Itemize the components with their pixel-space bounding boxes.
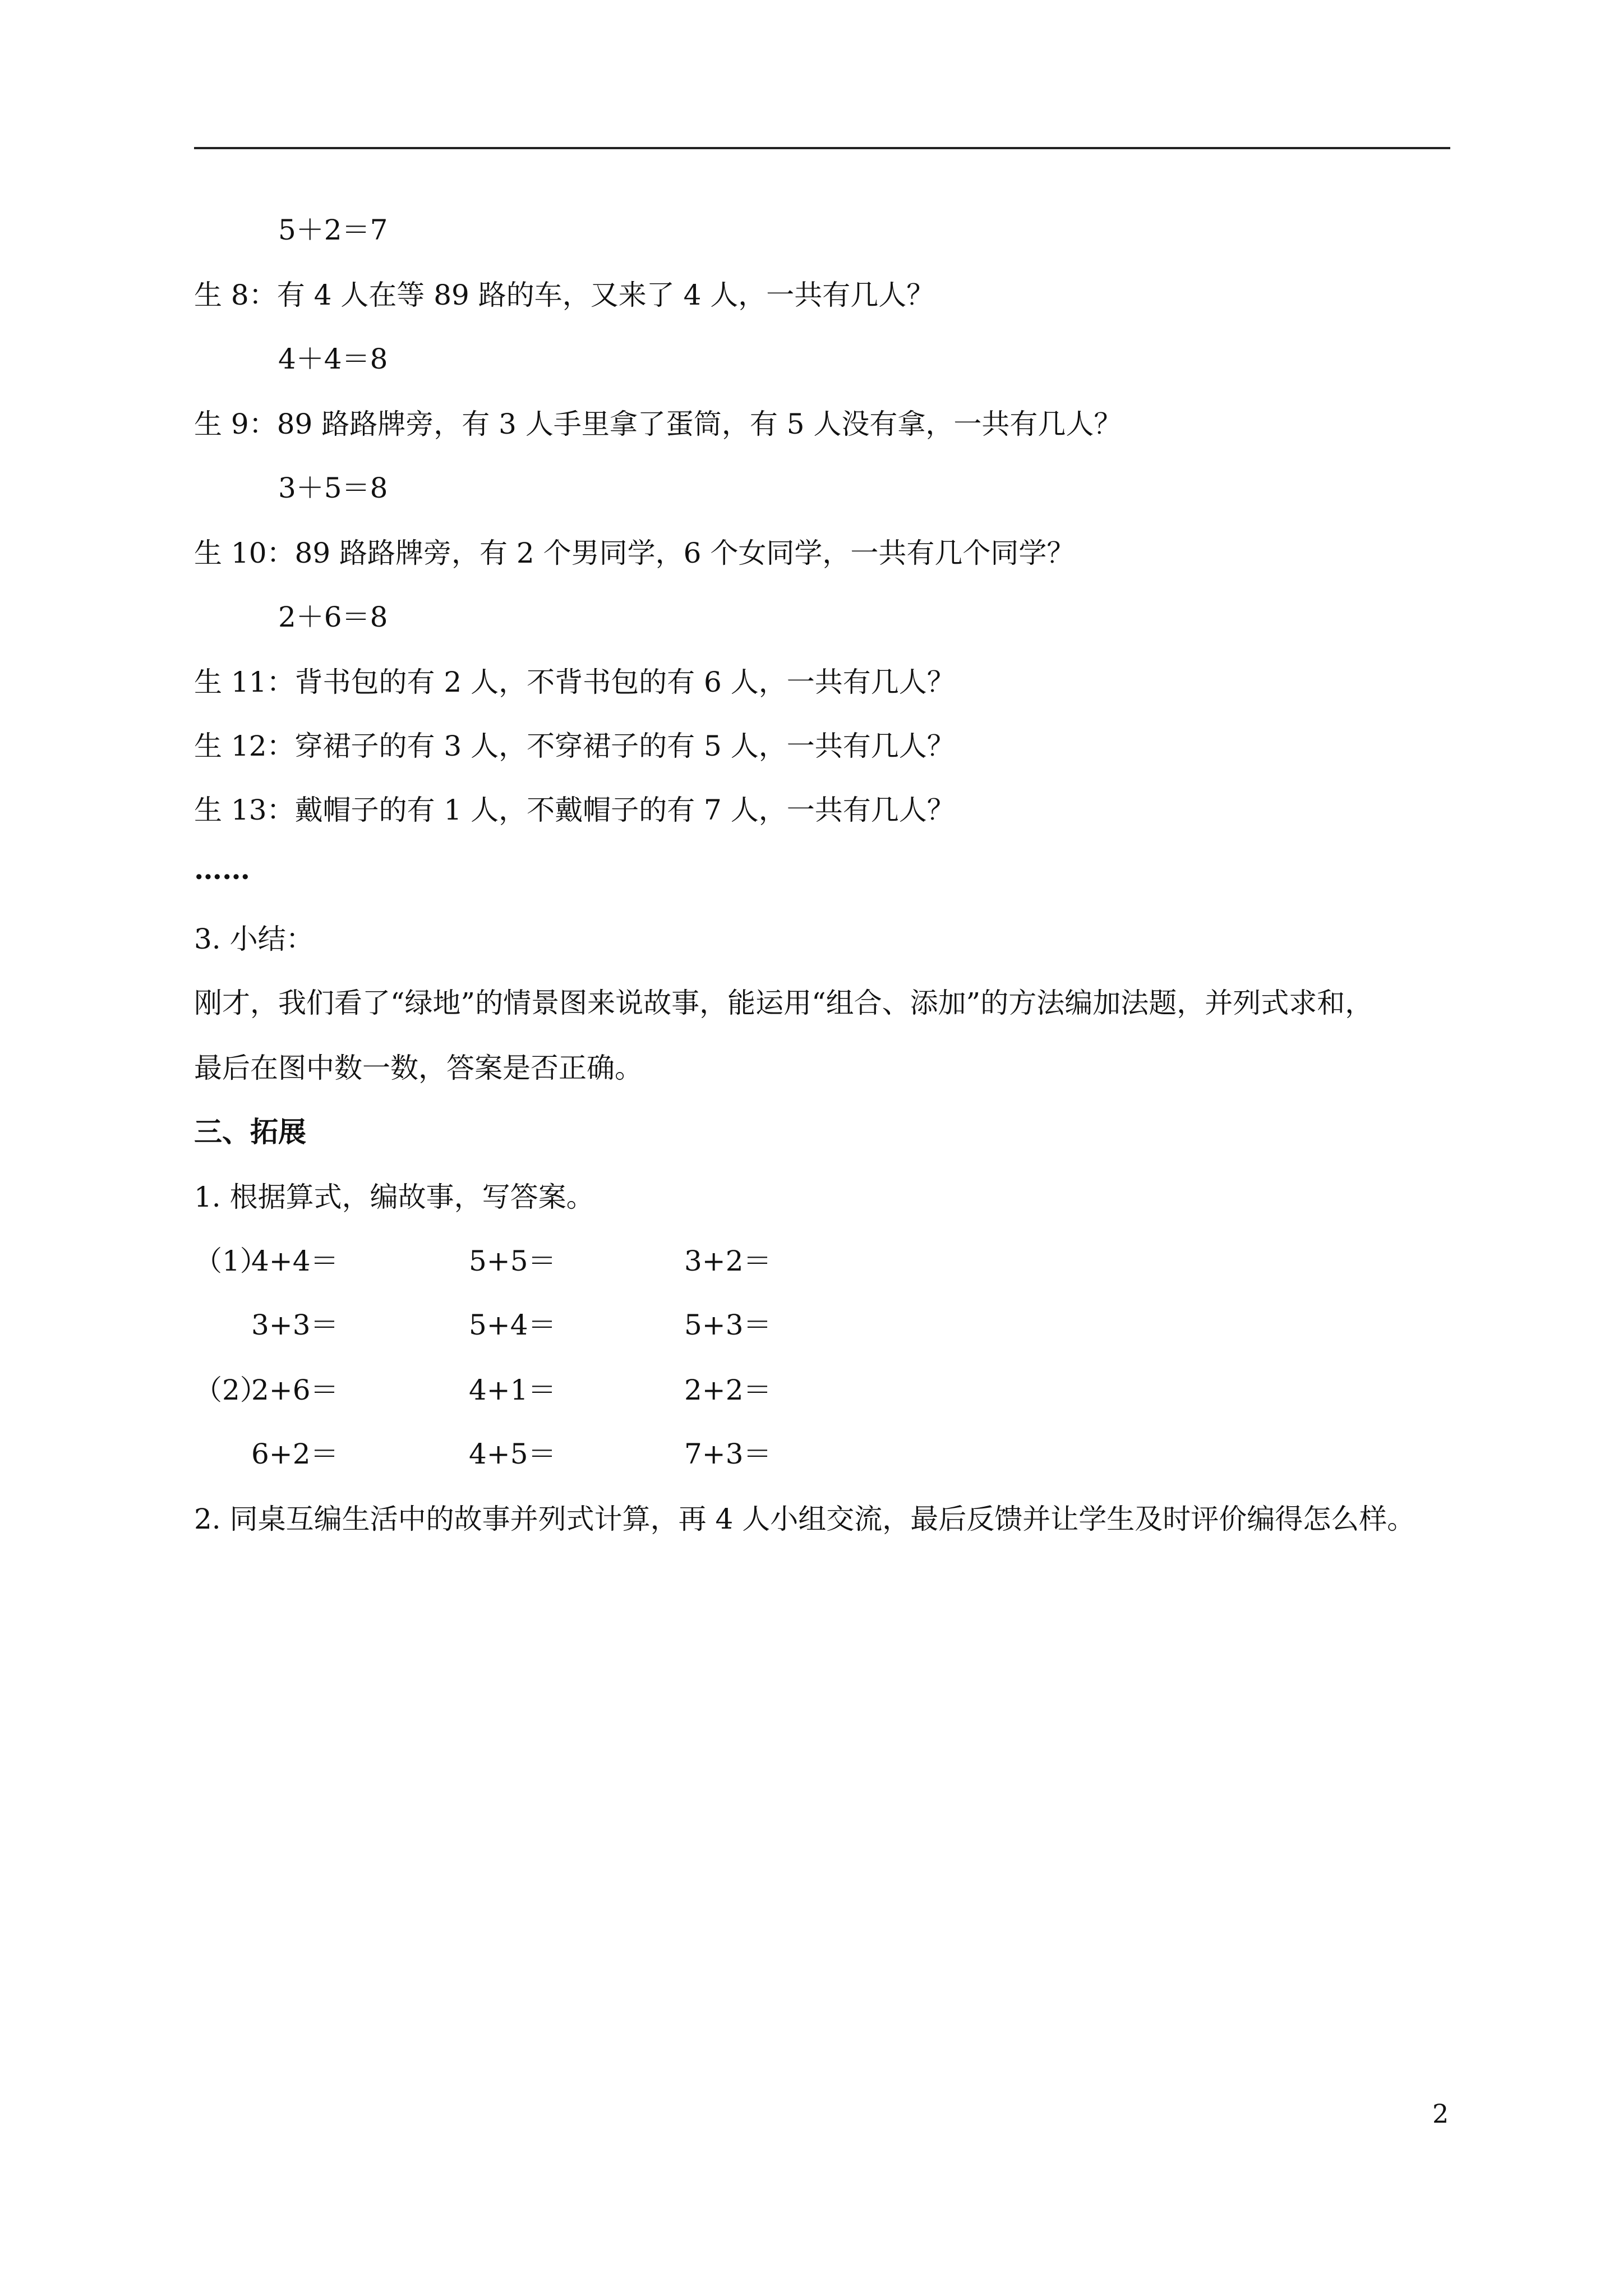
student-11-question: 生 11：背书包的有 2 人，不背书包的有 6 人，一共有几人？ <box>194 666 955 698</box>
student-13-question: 生 13：戴帽子的有 1 人，不戴帽子的有 7 人，一共有几人？ <box>194 794 955 826</box>
task-2: 2. 同桌互编生活中的故事并列式计算，再 4 人小组交流，最后反馈并让学生及时评价编得怎么样。 <box>194 1503 1415 1535</box>
exercise-item: 5+5＝ <box>469 1245 556 1277</box>
summary-paragraph-line-2: 最后在图中数一数，答案是否正确。 <box>194 1052 643 1084</box>
header-rule <box>194 147 1450 149</box>
exercise-item: 4+1＝ <box>469 1374 556 1406</box>
exercise-item: 4+5＝ <box>469 1438 556 1470</box>
exercise-group-label: （2） <box>194 1374 268 1406</box>
section-heading-extension: 三、拓展 <box>194 1115 306 1148</box>
summary-heading: 3. 小结： <box>194 923 314 955</box>
ellipsis: …… <box>194 853 250 886</box>
student-9-question: 生 9：89 路路牌旁，有 3 人手里拿了蛋筒，有 5 人没有拿，一共有几人？ <box>194 408 1122 440</box>
student-12-question: 生 12：穿裙子的有 3 人，不穿裙子的有 5 人，一共有几人？ <box>194 730 955 762</box>
exercise-item: 4+4＝ <box>251 1245 339 1277</box>
task-1: 1. 根据算式，编故事，写答案。 <box>194 1181 594 1213</box>
exercise-item: 5+3＝ <box>684 1309 772 1341</box>
equation-line: 2＋6＝8 <box>278 601 388 633</box>
exercise-item: 5+4＝ <box>469 1309 556 1341</box>
equation-line: 4＋4＝8 <box>278 343 388 375</box>
exercise-item: 2+6＝ <box>251 1374 339 1406</box>
exercise-item: 3+2＝ <box>684 1245 772 1277</box>
exercise-item: 6+2＝ <box>251 1438 339 1470</box>
equation-line: 3＋5＝8 <box>278 472 388 504</box>
exercise-item: 2+2＝ <box>684 1374 772 1406</box>
page-number: 2 <box>1432 2099 1449 2129</box>
student-8-question: 生 8：有 4 人在等 89 路的车，又来了 4 人，一共有几人？ <box>194 279 935 311</box>
summary-paragraph-line-1: 刚才，我们看了“绿地”的情景图来说故事，能运用“组合、添加”的方法编加法题，并列式求和， <box>194 987 1373 1019</box>
equation-line: 5＋2＝7 <box>278 214 388 246</box>
exercise-item: 7+3＝ <box>684 1438 772 1470</box>
exercise-item: 3+3＝ <box>251 1309 339 1341</box>
exercise-group-label: （1） <box>194 1245 268 1277</box>
student-10-question: 生 10：89 路路牌旁，有 2 个男同学，6 个女同学，一共有几个同学？ <box>194 537 1075 569</box>
